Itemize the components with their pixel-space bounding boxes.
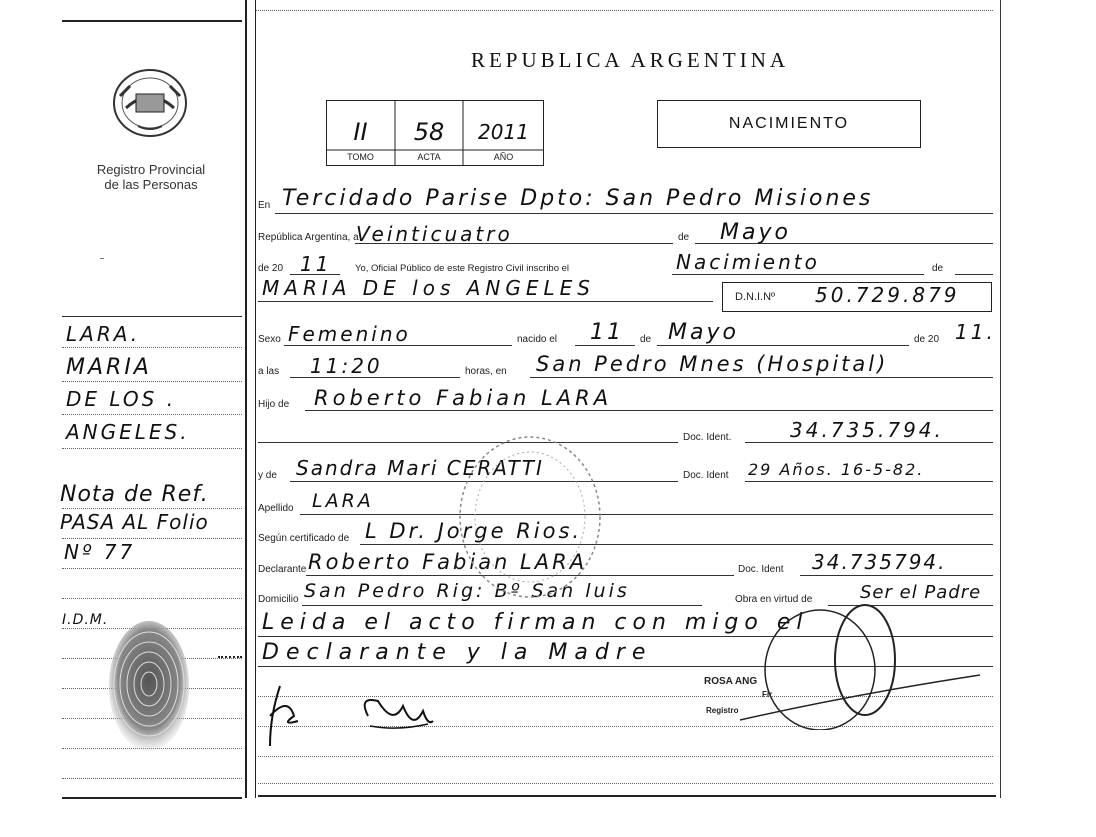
child-name: MARIA DE los ANGELES	[262, 276, 595, 300]
day-words: Veinticuatro	[356, 222, 513, 246]
birth-day-line	[575, 345, 635, 346]
margin-note-1: Nota de Ref.	[60, 482, 209, 507]
birth-day: 11	[590, 320, 624, 345]
hijo-label: Hijo de	[258, 399, 290, 410]
domicilio-line	[302, 605, 702, 606]
mother-doc-line	[745, 481, 993, 482]
margin-rule-5	[62, 448, 242, 449]
declarante-text: Declarante y la Madre	[262, 640, 653, 665]
birth-year: 11.	[955, 320, 996, 344]
certificado-value: L Dr. Jorge Rios.	[365, 519, 583, 543]
obra-value: Ser el Padre	[860, 582, 982, 603]
anio-value: 2011	[478, 120, 529, 144]
stamp-role: Fir	[762, 690, 773, 699]
en-label: En	[258, 200, 271, 211]
margin-divider	[245, 0, 247, 798]
mother-name: Sandra Mari CERATTI	[296, 456, 544, 480]
country-title: REPUBLICA ARGENTINA	[470, 48, 790, 72]
apellido-label: Apellido	[258, 503, 294, 514]
tomo-value: II	[353, 118, 368, 146]
birth-place-line	[530, 377, 993, 378]
declarante-doc: 34.735794.	[812, 550, 947, 574]
margin-name-1: MARIA	[66, 355, 152, 380]
de-label: de	[678, 232, 690, 243]
margin-rule-15	[62, 778, 242, 779]
de-line-2	[955, 274, 993, 275]
month-value: Mayo	[720, 220, 791, 245]
declarante-label: Declarante	[258, 564, 307, 575]
form-right-border	[1000, 0, 1001, 798]
province-seal-icon	[108, 66, 192, 140]
margin-name-2: DE LOS .	[66, 387, 177, 411]
margin-surname: LARA.	[66, 322, 141, 346]
small-mark	[100, 258, 104, 259]
margin-rule-1	[62, 316, 242, 317]
inscription-value: Nacimiento	[676, 250, 820, 274]
margin-id-label: I.D.M.	[62, 612, 109, 628]
margin-rule-9	[62, 598, 242, 599]
inscription-line	[672, 274, 924, 275]
doc-label-2: Doc. Ident	[683, 470, 729, 481]
margin-note-2: PASA AL Folio	[60, 510, 209, 534]
domicilio-value: San Pedro Rig: Bº San luis	[304, 580, 630, 602]
doc-label-1: Doc. Ident.	[683, 432, 732, 443]
obra-label: Obra en virtud de	[735, 594, 813, 605]
form-left-border	[255, 0, 256, 798]
margin-rule-2	[62, 347, 242, 348]
stamp-registro: Registro	[706, 706, 739, 715]
top-dotted-rule	[255, 10, 993, 11]
year-value: 11	[300, 252, 332, 276]
birth-month: Mayo	[668, 320, 739, 345]
dotted-line-4	[258, 783, 993, 784]
apellido-line	[300, 514, 993, 515]
margin-rule-8	[62, 568, 242, 569]
margin-bottom-rule	[62, 797, 242, 799]
fingerprint-icon	[104, 616, 194, 766]
nacido-label: nacido el	[517, 334, 558, 345]
father-line	[305, 410, 993, 411]
form-bottom-rule	[258, 795, 996, 797]
anio-label: AÑO	[493, 152, 514, 162]
child-name-line	[258, 301, 713, 302]
sexo-label: Sexo	[258, 334, 281, 345]
birth-place: San Pedro Mnes (Hospital)	[536, 352, 889, 376]
declarante-value: Roberto Fabian LARA	[308, 550, 588, 574]
tomo-label: TOMO	[347, 152, 374, 162]
margin-name-3: ANGELES.	[66, 420, 190, 444]
margin-rule-4	[62, 414, 242, 415]
republica-label: República Argentina, a	[258, 232, 359, 243]
leida-text: Leida el acto firman con migo el	[262, 610, 809, 635]
acta-label: ACTA	[417, 152, 441, 162]
margin-rule-3	[62, 381, 242, 382]
de-label-3: de	[640, 334, 652, 345]
official-stamp	[700, 600, 1000, 730]
registry-name-line1: Registro Provincial	[96, 162, 206, 177]
apellido-value: LARA	[312, 490, 374, 512]
doc-label-3: Doc. Ident	[738, 564, 784, 575]
sexo-value: Femenino	[288, 322, 411, 346]
father-name: Roberto Fabian LARA	[314, 386, 613, 410]
reference-box	[326, 100, 544, 166]
margin-note-3: Nº 77	[64, 540, 136, 564]
birth-month-line	[657, 345, 909, 346]
year-prefix: de 20	[258, 263, 284, 274]
stamp-name: ROSA ANG	[704, 676, 758, 687]
domicilio-label: Domicilio	[258, 594, 299, 605]
father-doc-line	[745, 442, 993, 443]
de-label-2: de	[932, 263, 944, 274]
declarante-doc-line	[800, 575, 993, 576]
place-value: Tercidado Parise Dpto: San Pedro Misiones	[282, 186, 874, 211]
registry-name-line2: de las Personas	[104, 177, 198, 192]
signatures	[258, 676, 458, 756]
dotted-line-3	[258, 756, 993, 757]
acta-value: 58	[413, 118, 445, 146]
birth-time: 11:20	[310, 354, 383, 378]
yde-label: y de	[258, 470, 277, 481]
place-line	[275, 213, 993, 214]
record-type-box: NACIMIENTO	[657, 100, 921, 148]
year-prefix-2: de 20	[914, 334, 940, 345]
margin-rule-7	[62, 538, 242, 539]
mother-doc: 29 Años. 16-5-82.	[748, 460, 925, 479]
alas-label: a las	[258, 366, 280, 377]
margin-top-rule	[62, 20, 242, 22]
dni-label: D.N.I.Nº	[735, 291, 776, 303]
horas-label: horas, en	[465, 366, 507, 377]
segun-label: Según certificado de	[258, 533, 350, 544]
dni-value: 50.729.879	[815, 283, 960, 307]
fingerprint-dash	[218, 656, 242, 660]
faint-seal-icon	[455, 432, 605, 602]
margin-rule-6	[62, 508, 242, 509]
father-doc: 34.735.794.	[790, 418, 944, 442]
official-text: Yo, Oficial Público de este Registro Civil inscribo el	[355, 263, 570, 274]
dni-box	[722, 282, 992, 312]
